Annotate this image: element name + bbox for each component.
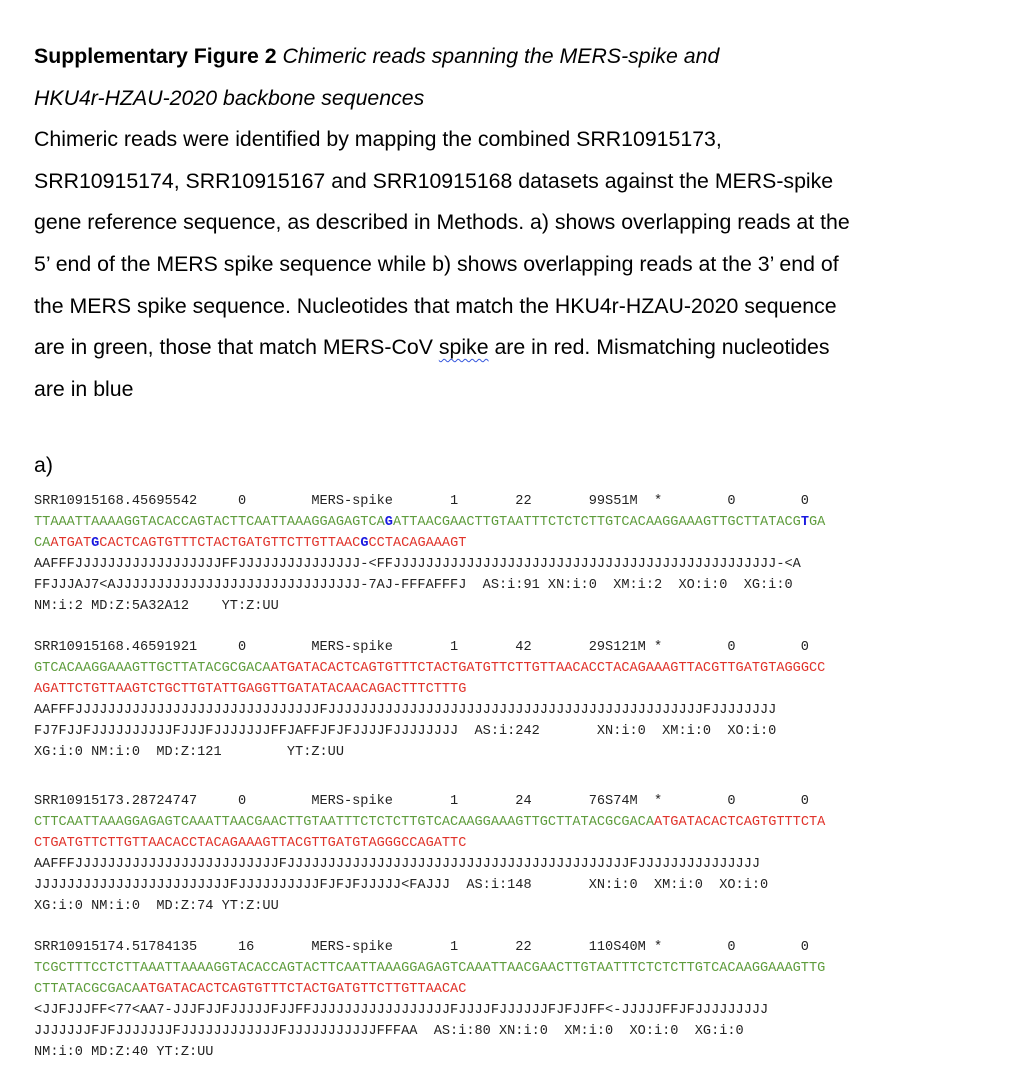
caption-title-bold: Supplementary Figure 2 [34,44,277,68]
read-tags: NM:i:2 MD:Z:5A32A12 YT:Z:UU [34,599,279,614]
mers-match-nucleotides: AGATTCTGTTAAGTCTGCTTGTATTGAGGTTGATATACAACAGACTTTCTTTG [34,682,467,697]
read-quality-line-1: AAFFFJJJJJJJJJJJJJJJJJJJJJJJJJFJJJJJJJJJJJJJJJJJJJJJJJJJJJJJJJJJJJJJJJJJJFJJJJJJJJJJJJJJJ [34,857,761,872]
hku4r-match-nucleotides: CTTCAATTAAAGGAGAGTCAAATTAACGAACTTGTAATTTCTCTCTTGTCACAAGGAAAGTTGCTTATACGCGACA [34,815,654,830]
mers-match-nucleotides: CACTCAGTGTTTCTACTGATGTTCTTGTTAAC [99,536,361,551]
read-sequence-line-2 [34,679,466,700]
caption-line-6c: are in red. Mismatching nucleotides [488,335,830,360]
mismatch-nucleotide: G [360,536,369,551]
read-tags: XG:i:0 NM:i:0 MD:Z:121 YT:Z:UU [34,745,344,760]
figure-caption [34,36,994,410]
hku4r-match-nucleotides: GA [809,515,826,530]
caption-line-2: SRR10915174, SRR10915167 and SRR10915168 datasets against the MERS-spike [34,168,834,193]
mers-match-nucleotides: ATGATACACTCAGTGTTTCTACTGATGTTCTTGTTAACACCTACAGAAAGTTACGTTGATGTAGGGCC [270,661,826,676]
hku4r-match-nucleotides: TCGCTTTCCTCTTAAATTAAAAGGTACACCAGTACTTCAATTAAAGGAGAGTCAAATTAACGAACTTGTAATTTCTCTCTTGTCACAAGGAAAGTTG [34,961,826,976]
read-sequence-line-1 [34,812,825,833]
read-sequence-line-1 [34,512,825,533]
caption-line-5: the MERS spike sequence. Nucleotides that match the HKU4r-HZAU-2020 sequence [34,293,837,318]
read-quality-line-2: JJJJJJJJJJJJJJJJJJJJJJJJFJJJJJJJJJJFJFJFJJJJJ<FAJJJ AS:i:148 XN:i:0 XM:i:0 XO:i:0 [34,878,769,893]
read-header: SRR10915174.51784135 16 MERS-spike 1 22 110S40M * 0 0 [34,940,809,955]
read-quality-line-1: AAFFFJJJJJJJJJJJJJJJJJJFFJJJJJJJJJJJJJJJ-<FFJJJJJJJJJJJJJJJJJJJJJJJJJJJJJJJJJJJJJJJJJJJJJJJ-<A [34,557,801,572]
mers-match-nucleotides: ATGATACACTCAGTGTTTCTACTGATGTTCTTGTTAACAC [140,982,467,997]
read-sequence-line-1 [34,958,825,979]
hku4r-match-nucleotides: TTAAATTAAAAGGTACACCAGTACTTCAATTAAAGGAGAGTCA [34,515,385,530]
read-header: SRR10915168.46591921 0 MERS-spike 1 42 29S121M * 0 0 [34,640,809,655]
read-quality-line-2: FJ7FJJFJJJJJJJJJJFJJJFJJJJJJJFFJAFFJFJFJJJJFJJJJJJJJ AS:i:242 XN:i:0 XM:i:0 XO:i:0 [34,724,777,739]
caption-line-7: are in blue [34,376,134,401]
read-quality-line-1: AAFFFJJJJJJJJJJJJJJJJJJJJJJJJJJJJJJFJJJJJJJJJJJJJJJJJJJJJJJJJJJJJJJJJJJJJJJJJJJJJJFJJJJJJJJ [34,703,777,718]
read-sequence-line-2 [34,979,466,1000]
read-sequence-line-2 [34,533,466,554]
caption-line-6a: are in green, those that match MERS-CoV [34,335,439,360]
read-tags: XG:i:0 NM:i:0 MD:Z:74 YT:Z:UU [34,899,279,914]
mers-match-nucleotides: ATGAT [50,536,92,551]
mismatch-nucleotide: G [91,536,100,551]
mismatch-nucleotide: T [800,515,810,530]
read-quality-line-2: JJJJJJJFJFJJJJJJJFJJJJJJJJJJJJFJJJJJJJJJJJFFFAA AS:i:80 XN:i:0 XM:i:0 XO:i:0 XG:i:0 [34,1024,744,1039]
caption-line-4: 5’ end of the MERS spike sequence while b) shows overlapping reads at the 3’ end of [34,251,839,276]
read-tags: NM:i:0 MD:Z:40 YT:Z:UU [34,1045,214,1060]
hku4r-match-nucleotides: CTTATACGCGACA [34,982,141,997]
caption-line-6 [34,327,994,369]
caption-line-3: gene reference sequence, as described in Methods. a) shows overlapping reads at the [34,210,850,235]
caption-line-1: Chimeric reads were identified by mapping the combined SRR10915173, [34,127,722,152]
read-header: SRR10915168.45695542 0 MERS-spike 1 22 99S51M * 0 0 [34,494,809,509]
read-sequence-line-2 [34,833,466,854]
read-quality-line-1: <JJFJJJFF<77<AA7-JJJFJJFJJJJJFJJFFJJJJJJJJJJJJJJJJJFJJJJFJJJJJJFJFJJFF<-JJJJJFFJFJJJJJJJJJ [34,1003,769,1018]
spellcheck-word[interactable]: spike [438,335,489,360]
mers-match-nucleotides: CCTACAGAAAGT [368,536,467,551]
mismatch-nucleotide: G [384,515,393,530]
read-header: SRR10915173.28724747 0 MERS-spike 1 24 76S74M * 0 0 [34,794,809,809]
section-label-a: a) [34,453,53,477]
caption-title-italic-2: HKU4r-HZAU-2020 backbone sequences [34,85,425,110]
document-page [34,36,994,1060]
hku4r-match-nucleotides: CA [34,536,51,551]
caption-title-line-1 [34,36,994,78]
read-sequence-line-1 [34,658,825,679]
caption-title-italic-1: Chimeric reads spanning the MERS-spike and [282,44,720,68]
mers-match-nucleotides: CTGATGTTCTTGTTAACACCTACAGAAAGTTACGTTGATGTAGGGCCAGATTC [34,836,467,851]
read-quality-line-2: FFJJJAJ7<AJJJJJJJJJJJJJJJJJJJJJJJJJJJJJJ-7AJ-FFFAFFFJ AS:i:91 XN:i:0 XM:i:2 XO:i:0 XG:i:0 [34,578,793,593]
mers-match-nucleotides: ATGATACACTCAGTGTTTCTA [653,815,826,830]
hku4r-match-nucleotides: ATTAACGAACTTGTAATTTCTCTCTTGTCACAAGGAAAGTTGCTTATACG [392,515,801,530]
hku4r-match-nucleotides: GTCACAAGGAAAGTTGCTTATACGCGACA [34,661,271,676]
